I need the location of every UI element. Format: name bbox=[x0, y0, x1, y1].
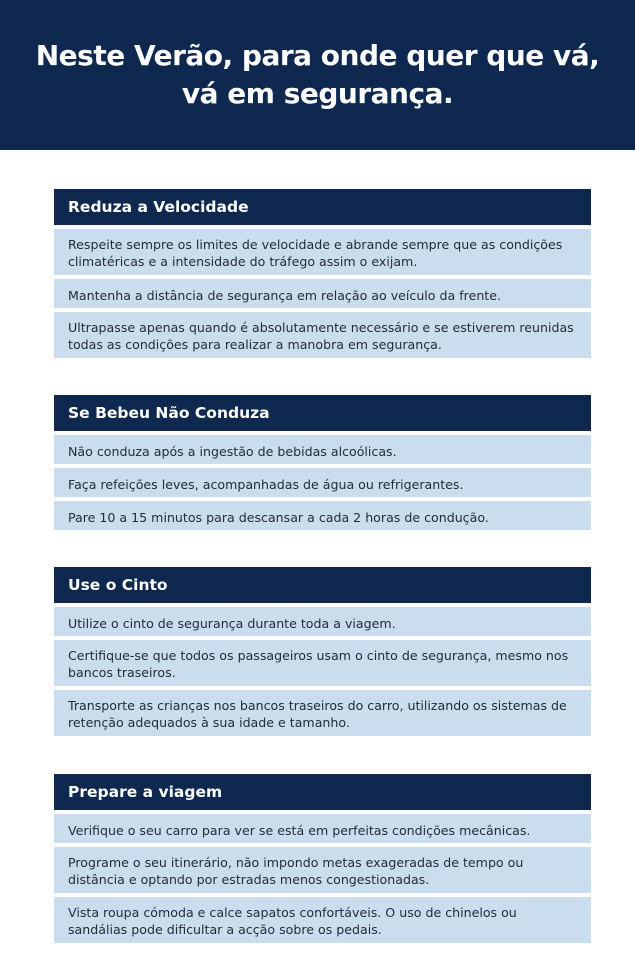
list-item: Ultrapasse apenas quando é absolutamente necessário e se estiverem reunidas todas as condições para realizar a manobra em segurança. bbox=[54, 312, 591, 358]
list-item: Não conduza após a ingestão de bebidas alcoólicas. bbox=[54, 435, 591, 464]
section-prepare-trip bbox=[54, 774, 591, 947]
section-title: Reduza a Velocidade bbox=[54, 189, 591, 225]
list-item: Verifique o seu carro para ver se está em perfeitas condições mecânicas. bbox=[54, 814, 591, 843]
list-item: Programe o seu itinerário, não impondo metas exageradas de tempo ou distância e optando por estradas menos congestionadas. bbox=[54, 847, 591, 893]
list-item: Faça refeições leves, acompanhadas de água ou refrigerantes. bbox=[54, 468, 591, 497]
page-title bbox=[36, 37, 600, 113]
section-title: Prepare a viagem bbox=[54, 774, 591, 810]
section-seatbelt bbox=[54, 567, 591, 740]
title-line-1: Neste Verão, para onde quer que vá, bbox=[35, 39, 600, 72]
section-title: Use o Cinto bbox=[54, 567, 591, 603]
header-banner bbox=[0, 0, 635, 150]
list-item: Pare 10 a 15 minutos para descansar a cada 2 horas de condução. bbox=[54, 501, 591, 530]
list-item: Transporte as crianças nos bancos traseiros do carro, utilizando os sistemas de retenção adequados à sua idade e tamanho. bbox=[54, 690, 591, 736]
section-dont-drink-drive bbox=[54, 395, 591, 534]
list-item: Certifique-se que todos os passageiros usam o cinto de segurança, mesmo nos bancos traseiros. bbox=[54, 640, 591, 686]
list-item: Vista roupa cómoda e calce sapatos confortáveis. O uso de chinelos ou sandálias pode dificultar a acção sobre os pedais. bbox=[54, 897, 591, 943]
list-item: Respeite sempre os limites de velocidade e abrande sempre que as condições climatéricas e a intensidade do tráfego assim o exijam. bbox=[54, 229, 591, 275]
section-title: Se Bebeu Não Conduza bbox=[54, 395, 591, 431]
title-line-2: vá em segurança. bbox=[181, 77, 454, 110]
list-item: Utilize o cinto de segurança durante toda a viagem. bbox=[54, 607, 591, 636]
list-item: Mantenha a distância de segurança em relação ao veículo da frente. bbox=[54, 279, 591, 308]
section-reduce-speed bbox=[54, 189, 591, 362]
